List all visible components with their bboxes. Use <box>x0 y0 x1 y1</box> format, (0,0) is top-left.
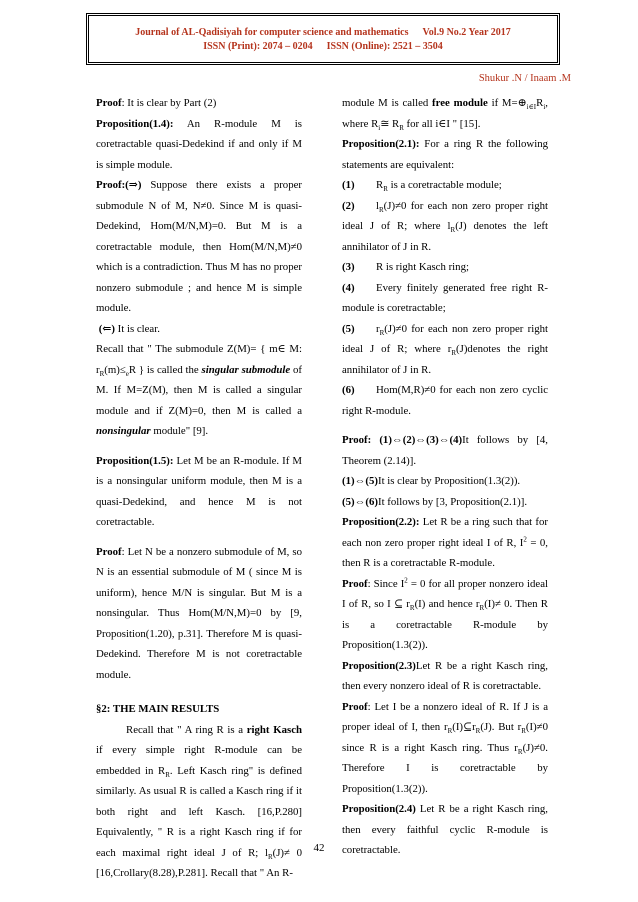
proposition-2-1: Proposition(2.1): For a ring R the following statements are equivalent: <box>342 138 548 171</box>
statement-1: (1) $R_R$ is a coretractable module; <box>342 179 502 194</box>
proposition-1-5: Proposition(1.5): Let M be an R-module. If M is a nonsingular uniform module, then M is a quasi-Dedekind, and hence M is not coretractable. <box>96 454 302 528</box>
proposition-2-2: Proposition(2.2): Let R be a ring such that for each non zero proper right ideal I of R, $I^2 = 0$, then R is a coretractable R-module. <box>342 516 548 569</box>
issn-print: ISSN (Print): 2074 – 0204 <box>203 41 313 52</box>
proposition-2-3: Proposition(2.3)Let R be a right Kasch ring, then every nonzero ideal of R is coretractable. <box>342 659 548 692</box>
proof-2-1: Proof: (1)⇔(2)⇔(3)⇔(4)It follows by [4, Theorem (2.14)]. <box>342 434 549 467</box>
right-column <box>342 93 548 861</box>
statement-6: (6) Hom(M,R)≠0 for each non zero cyclic right R-module. <box>342 384 548 417</box>
journal-header <box>86 13 560 65</box>
journal-name: Journal of AL-Qadisiyah for computer science and mathematics <box>135 27 409 38</box>
statement-5: (5) $r_R(J)\ne 0$ for each non zero proper right ideal J of R; where $r_R(J)denotes$ the right annihilator of J in R. <box>342 322 548 376</box>
journal-header-line1 <box>89 26 557 40</box>
section-heading: §2: THE MAIN RESULTS <box>96 703 220 715</box>
journal-volume: Vol.9 No.2 Year 2017 <box>422 27 511 38</box>
left-column <box>96 93 302 884</box>
free-module-definition: module M is called free module if $M=\oplus_{i\in I}R_i$, where $R_i≅$ $R_R$ for all i∈I " [15]. <box>342 97 548 132</box>
statement-3: (3) R is right Kasch ring; <box>342 261 469 273</box>
proof-part2: Proof: It is clear by Part (2) <box>96 97 217 109</box>
proof-2-1-part-5: (1)⇔(5)It is clear by Proposition(1.3(2)). <box>342 475 521 487</box>
proof-1-4: Proof:(⇒) Suppose there exists a proper submodule N of M, N≠0. Since M is quasi-Dedekind, Hom(M/N,M)=0. But M is a coretractable module, then Hom(M/N,M)≠0 which is a contradiction. Thus M has no proper nonzero submodule ; and hence M is simple module. <box>96 179 302 314</box>
singular-definition: Recall that " The submodule Z(M)= { m∈ M: $r_R(m)\le_eR$ } is called the singular submodule of M. If M=Z(M), then M is called a singular module and if Z(M)=0, then M is called a nonsingular module" [9]. <box>96 343 302 437</box>
running-author: Shukur .N / Inaam .M <box>478 73 571 84</box>
proof-1-5: Proof: Let N be a nonzero submodule of M, so N is an essential submodule of M ( since M is uniform), hence M/N is singular. But M is a nonsingular. Thus Hom(M/N,M)=0 by [9, Proposition(1.20), p.31]. Therefore M is quasi-Dedekind. Therefore M is not coretractable module. <box>96 545 302 681</box>
page-number: 42 <box>313 842 325 854</box>
proposition-2-4: Proposition(2.4) Let R be a right Kasch ring, then every faithful cyclic R-module is coretractable. <box>342 803 548 856</box>
proof-2-1-part-6: (5)⇔(6)It follows by [3, Proposition(2.1)]. <box>342 495 528 508</box>
proof-2-3: Proof: Let I be a nonzero ideal of R. If J is a proper ideal of I, then $r_R(I)⊆r_R(J)$. But $r_R(I)\ne 0$ since R is a right Kasch ring. Thus $r_R(J)\ne 0$. Therefore I is coretractable by Proposition(1.3(2)). <box>342 700 548 795</box>
proof-2-2: Proof: Since $I^2 = 0$ for all proper nonzero ideal I of R, so I ⊆ $r_R(I)$ and hence $r_R(I)\ne 0$. Then R is a coretractable R-module by Proposition(1.3(2)). <box>342 575 548 651</box>
issn-online: ISSN (Online): 2521 – 3504 <box>326 41 443 52</box>
proof-1-4-converse: (⇐) It is clear. <box>98 322 160 335</box>
journal-header-line2 <box>89 40 557 54</box>
proposition-1-4: Proposition(1.4): An R-module M is coretractable quasi-Dedekind if and only if M is simple module. <box>96 117 302 171</box>
statement-2: (2) $l_R(J)\ne 0$ for each non zero proper right ideal J of R; where $l_R(J)$ denotes the left annihilator of J in R. <box>342 199 548 253</box>
statement-4: (4) Every finitely generated free right R-module is coretractable; <box>342 281 548 314</box>
kasch-definition: Recall that " A ring R is a right Kasch if every simple right R-module can be embedded in $R_R$. Left Kasch ring" is defined similarly. As usual R is called a Kasch ring if it both right and left Kasch. [16,P.280] Equivalently, " R is a right Kasch ring if for each maximal right ideal J of R; $l_R(J)\ne 0$ [16,Crollary(8.28),P.281]. Recall that " An R- <box>96 723 303 879</box>
